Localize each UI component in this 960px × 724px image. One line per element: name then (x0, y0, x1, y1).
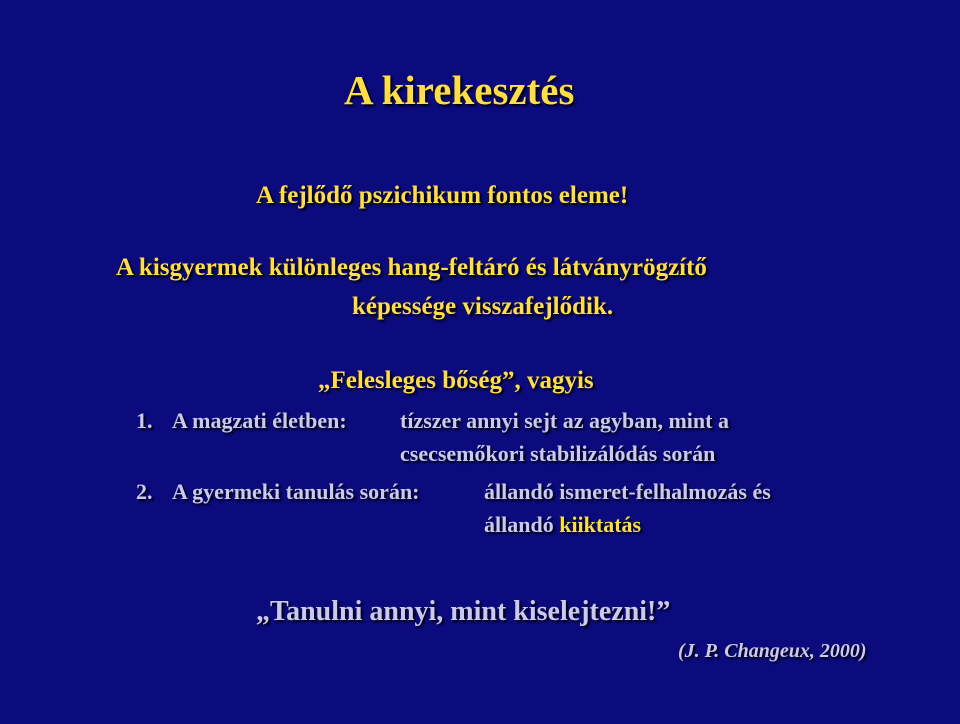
quote-author: (J. P. Changeux, 2000) (678, 640, 867, 662)
list-item-desc-2-line-2 (484, 514, 641, 536)
slide-title: A kirekesztés (344, 67, 575, 113)
statement-line-1: A kisgyermek különleges hang-feltáró és látványrögzítő (116, 254, 707, 281)
list-item-number-1: 1. (136, 408, 153, 433)
quote: „Tanulni annyi, mint kiselejtezni!” (256, 596, 671, 627)
list-item-desc-1-line-1: tízszer annyi sejt az agyban, mint a (400, 408, 729, 433)
list-item-label-2: A gyermeki tanulás során: (172, 479, 420, 504)
subtitle: A fejlődő pszichikum fontos eleme! (256, 182, 629, 209)
highlighted-word: kiiktatás (559, 512, 642, 537)
section-heading: „Felesleges bőség”, vagyis (318, 367, 594, 394)
list-item-label-1: A magzati életben: (172, 408, 347, 433)
list-item-desc-2-line-2-prefix: állandó (484, 512, 560, 537)
list-item-desc-2-line-1: állandó ismeret-felhalmozás és (484, 479, 771, 504)
list-item-number-2: 2. (136, 479, 153, 504)
statement-line-2: képessége visszafejlődik. (352, 293, 614, 320)
list-item-desc-1-line-2: csecsemőkori stabilizálódás során (400, 441, 716, 466)
